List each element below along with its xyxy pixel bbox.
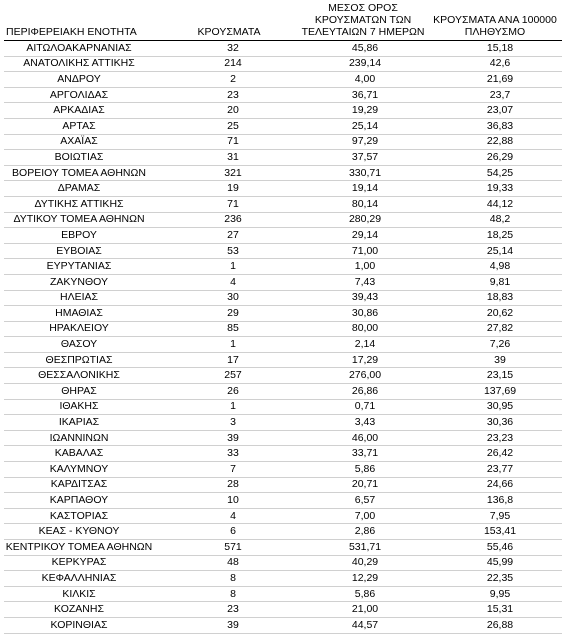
cell-regional-unit[interactable]: ΔΥΤΙΚΟΥ ΤΟΜΕΑ ΑΘΗΝΩΝ	[4, 212, 160, 228]
cell-7day-average[interactable]: 7,00	[298, 508, 428, 524]
cell-7day-average[interactable]: 44,57	[298, 617, 428, 633]
cell-cases-per-100000[interactable]: 18,25	[428, 228, 562, 244]
cell-regional-unit[interactable]: ΘΕΣΠΡΩΤΙΑΣ	[4, 352, 160, 368]
table-row[interactable]	[4, 321, 562, 337]
cell-7day-average[interactable]: 276,00	[298, 368, 428, 384]
cell-cases-per-100000[interactable]: 9,81	[428, 274, 562, 290]
table-row[interactable]	[4, 259, 562, 275]
cell-7day-average[interactable]: 26,86	[298, 384, 428, 400]
cell-regional-unit[interactable]: ΖΑΚΥΝΘΟΥ	[4, 274, 160, 290]
cell-cases[interactable]: 39	[160, 430, 298, 446]
cell-cases[interactable]: 20	[160, 103, 298, 119]
cell-regional-unit[interactable]: ΑΧΑΪΑΣ	[4, 134, 160, 150]
cell-regional-unit[interactable]: ΔΡΑΜΑΣ	[4, 181, 160, 197]
table-row[interactable]	[4, 337, 562, 353]
table-row[interactable]	[4, 524, 562, 540]
cell-cases-per-100000[interactable]: 22,35	[428, 571, 562, 587]
table-row[interactable]	[4, 306, 562, 322]
cell-cases[interactable]: 53	[160, 243, 298, 259]
cell-cases[interactable]: 23	[160, 602, 298, 618]
cell-cases[interactable]: 17	[160, 352, 298, 368]
cell-cases[interactable]: 4	[160, 508, 298, 524]
cell-cases[interactable]: 214	[160, 56, 298, 72]
cell-regional-unit[interactable]: ΑΙΤΩΛΟΑΚΑΡΝΑΝΙΑΣ	[4, 41, 160, 57]
cell-cases-per-100000[interactable]: 26,88	[428, 617, 562, 633]
cell-regional-unit[interactable]: ΙΩΑΝΝΙΝΩΝ	[4, 430, 160, 446]
table-row[interactable]	[4, 181, 562, 197]
cell-cases[interactable]: 28	[160, 477, 298, 493]
cell-7day-average[interactable]: 39,43	[298, 290, 428, 306]
cell-cases[interactable]: 48	[160, 555, 298, 571]
cell-cases-per-100000[interactable]: 15,18	[428, 41, 562, 57]
table-row[interactable]	[4, 228, 562, 244]
cell-7day-average[interactable]: 97,29	[298, 134, 428, 150]
cell-cases-per-100000[interactable]: 9,95	[428, 586, 562, 602]
cell-7day-average[interactable]: 330,71	[298, 165, 428, 181]
table-row[interactable]	[4, 165, 562, 181]
cell-cases[interactable]: 27	[160, 228, 298, 244]
cell-7day-average[interactable]: 2,14	[298, 337, 428, 353]
cell-7day-average[interactable]: 280,29	[298, 212, 428, 228]
cell-cases-per-100000[interactable]: 27,82	[428, 321, 562, 337]
table-row[interactable]	[4, 446, 562, 462]
cell-regional-unit[interactable]: ΘΗΡΑΣ	[4, 384, 160, 400]
cell-regional-unit[interactable]: ΒΟΙΩΤΙΑΣ	[4, 150, 160, 166]
cell-cases-per-100000[interactable]: 153,41	[428, 524, 562, 540]
cell-7day-average[interactable]: 17,29	[298, 352, 428, 368]
cell-cases-per-100000[interactable]: 4,98	[428, 259, 562, 275]
table-row[interactable]	[4, 352, 562, 368]
cell-regional-unit[interactable]: ΙΘΑΚΗΣ	[4, 399, 160, 415]
cell-cases[interactable]: 7	[160, 462, 298, 478]
cell-regional-unit[interactable]: ΘΑΣΟΥ	[4, 337, 160, 353]
cell-cases-per-100000[interactable]: 23,7	[428, 87, 562, 103]
cell-7day-average[interactable]: 0,71	[298, 399, 428, 415]
cell-cases[interactable]: 85	[160, 321, 298, 337]
table-row[interactable]	[4, 196, 562, 212]
cell-7day-average[interactable]: 36,71	[298, 87, 428, 103]
table-row[interactable]	[4, 508, 562, 524]
cell-regional-unit[interactable]: ΘΕΣΣΑΛΟΝΙΚΗΣ	[4, 368, 160, 384]
cell-regional-unit[interactable]: ΗΜΑΘΙΑΣ	[4, 306, 160, 322]
table-row[interactable]	[4, 540, 562, 556]
cell-cases-per-100000[interactable]: 30,95	[428, 399, 562, 415]
cell-7day-average[interactable]: 25,14	[298, 118, 428, 134]
cell-regional-unit[interactable]: ΗΡΑΚΛΕΙΟΥ	[4, 321, 160, 337]
cell-cases-per-100000[interactable]: 25,14	[428, 243, 562, 259]
cell-cases-per-100000[interactable]: 15,31	[428, 602, 562, 618]
table-row[interactable]	[4, 399, 562, 415]
cell-7day-average[interactable]: 80,00	[298, 321, 428, 337]
cell-regional-unit[interactable]: ΚΙΛΚΙΣ	[4, 586, 160, 602]
cell-cases-per-100000[interactable]: 30,36	[428, 415, 562, 431]
cell-cases-per-100000[interactable]: 22,88	[428, 134, 562, 150]
cell-cases[interactable]: 30	[160, 290, 298, 306]
table-row[interactable]	[4, 586, 562, 602]
table-row[interactable]	[4, 555, 562, 571]
cell-cases[interactable]: 8	[160, 571, 298, 587]
cell-cases-per-100000[interactable]: 48,2	[428, 212, 562, 228]
cell-cases-per-100000[interactable]: 45,99	[428, 555, 562, 571]
table-row[interactable]	[4, 87, 562, 103]
cell-cases[interactable]: 3	[160, 415, 298, 431]
cell-7day-average[interactable]: 40,29	[298, 555, 428, 571]
cell-cases-per-100000[interactable]: 20,62	[428, 306, 562, 322]
cell-cases[interactable]: 571	[160, 540, 298, 556]
cell-cases-per-100000[interactable]: 7,95	[428, 508, 562, 524]
header-cases-per-100000[interactable]: ΚΡΟΥΣΜΑΤΑ ΑΝΑ 100000 ΠΛΗΘΥΣΜΟ	[428, 0, 562, 41]
cell-7day-average[interactable]: 45,86	[298, 41, 428, 57]
cell-regional-unit[interactable]: ΚΑΡΠΑΘΟΥ	[4, 493, 160, 509]
cell-7day-average[interactable]: 20,71	[298, 477, 428, 493]
cell-regional-unit[interactable]: ΔΥΤΙΚΗΣ ΑΤΤΙΚΗΣ	[4, 196, 160, 212]
cell-cases[interactable]: 25	[160, 118, 298, 134]
table-row[interactable]	[4, 602, 562, 618]
cell-cases-per-100000[interactable]: 136,8	[428, 493, 562, 509]
header-7day-average[interactable]: ΜΕΣΟΣ ΟΡΟΣ ΚΡΟΥΣΜΑΤΩΝ ΤΩΝ ΤΕΛΕΥΤΑΙΩΝ 7 ΗΜΕΡΩΝ	[298, 0, 428, 41]
cell-7day-average[interactable]: 12,29	[298, 571, 428, 587]
cell-cases-per-100000[interactable]: 26,29	[428, 150, 562, 166]
cell-cases-per-100000[interactable]: 7,26	[428, 337, 562, 353]
cell-cases-per-100000[interactable]: 18,83	[428, 290, 562, 306]
cell-regional-unit[interactable]: ΗΛΕΙΑΣ	[4, 290, 160, 306]
cell-7day-average[interactable]: 2,86	[298, 524, 428, 540]
table-row[interactable]	[4, 103, 562, 119]
cell-regional-unit[interactable]: ΑΝΔΡΟΥ	[4, 72, 160, 88]
table-row[interactable]	[4, 212, 562, 228]
cell-regional-unit[interactable]: ΚΑΒΑΛΑΣ	[4, 446, 160, 462]
cell-7day-average[interactable]: 30,86	[298, 306, 428, 322]
cell-7day-average[interactable]: 37,57	[298, 150, 428, 166]
table-row[interactable]	[4, 462, 562, 478]
cell-7day-average[interactable]: 71,00	[298, 243, 428, 259]
cell-cases[interactable]: 1	[160, 399, 298, 415]
table-row[interactable]	[4, 430, 562, 446]
cell-7day-average[interactable]: 21,00	[298, 602, 428, 618]
cell-regional-unit[interactable]: ΕΥΡΥΤΑΝΙΑΣ	[4, 259, 160, 275]
cell-7day-average[interactable]: 5,86	[298, 586, 428, 602]
cell-regional-unit[interactable]: ΚΑΣΤΟΡΙΑΣ	[4, 508, 160, 524]
table-row[interactable]	[4, 477, 562, 493]
cell-regional-unit[interactable]: ΚΕΑΣ - ΚΥΘΝΟΥ	[4, 524, 160, 540]
cell-cases-per-100000[interactable]: 23,15	[428, 368, 562, 384]
header-row	[4, 0, 562, 41]
table-row[interactable]	[4, 243, 562, 259]
table-row[interactable]	[4, 368, 562, 384]
cell-cases[interactable]: 4	[160, 274, 298, 290]
table-row[interactable]	[4, 56, 562, 72]
cell-regional-unit[interactable]: ΕΥΒΟΙΑΣ	[4, 243, 160, 259]
cell-regional-unit[interactable]: ΑΝΑΤΟΛΙΚΗΣ ΑΤΤΙΚΗΣ	[4, 56, 160, 72]
cell-cases[interactable]: 2	[160, 72, 298, 88]
cell-cases[interactable]: 31	[160, 150, 298, 166]
cell-cases[interactable]: 1	[160, 337, 298, 353]
cell-cases[interactable]: 71	[160, 134, 298, 150]
cell-regional-unit[interactable]: ΕΒΡΟΥ	[4, 228, 160, 244]
cell-7day-average[interactable]: 33,71	[298, 446, 428, 462]
table-row[interactable]	[4, 571, 562, 587]
cell-cases[interactable]: 26	[160, 384, 298, 400]
table-row[interactable]	[4, 493, 562, 509]
cell-cases[interactable]: 39	[160, 617, 298, 633]
table-row[interactable]	[4, 134, 562, 150]
cell-7day-average[interactable]: 19,14	[298, 181, 428, 197]
cell-cases[interactable]: 29	[160, 306, 298, 322]
cell-cases-per-100000[interactable]: 44,12	[428, 196, 562, 212]
cell-7day-average[interactable]: 19,29	[298, 103, 428, 119]
cell-regional-unit[interactable]: ΚΕΡΚΥΡΑΣ	[4, 555, 160, 571]
cell-cases[interactable]: 236	[160, 212, 298, 228]
table-row[interactable]	[4, 150, 562, 166]
cell-7day-average[interactable]: 239,14	[298, 56, 428, 72]
cell-cases[interactable]: 1	[160, 259, 298, 275]
covid-cases-table	[4, 0, 562, 634]
cell-regional-unit[interactable]: ΚΑΛΥΜΝΟΥ	[4, 462, 160, 478]
cell-cases-per-100000[interactable]: 23,07	[428, 103, 562, 119]
cell-regional-unit[interactable]: ΑΡΚΑΔΙΑΣ	[4, 103, 160, 119]
cell-cases-per-100000[interactable]: 23,77	[428, 462, 562, 478]
cell-cases[interactable]: 6	[160, 524, 298, 540]
cell-regional-unit[interactable]: ΚΕΝΤΡΙΚΟΥ ΤΟΜΕΑ ΑΘΗΝΩΝ	[4, 540, 160, 556]
table-row[interactable]	[4, 617, 562, 633]
cell-cases[interactable]: 33	[160, 446, 298, 462]
cell-cases[interactable]: 10	[160, 493, 298, 509]
cell-regional-unit[interactable]: ΚΟΡΙΝΘΙΑΣ	[4, 617, 160, 633]
table-row[interactable]	[4, 290, 562, 306]
cell-cases-per-100000[interactable]: 36,83	[428, 118, 562, 134]
cell-7day-average[interactable]: 46,00	[298, 430, 428, 446]
cell-cases[interactable]: 23	[160, 87, 298, 103]
cell-regional-unit[interactable]: ΙΚΑΡΙΑΣ	[4, 415, 160, 431]
cell-cases-per-100000[interactable]: 23,23	[428, 430, 562, 446]
cell-regional-unit[interactable]: ΚΕΦΑΛΛΗΝΙΑΣ	[4, 571, 160, 587]
cell-cases-per-100000[interactable]: 21,69	[428, 72, 562, 88]
cell-cases-per-100000[interactable]: 55,46	[428, 540, 562, 556]
cell-cases-per-100000[interactable]: 42,6	[428, 56, 562, 72]
cell-7day-average[interactable]: 80,14	[298, 196, 428, 212]
cell-7day-average[interactable]: 29,14	[298, 228, 428, 244]
table-row[interactable]	[4, 41, 562, 57]
cell-7day-average[interactable]: 531,71	[298, 540, 428, 556]
cell-regional-unit[interactable]: ΒΟΡΕΙΟΥ ΤΟΜΕΑ ΑΘΗΝΩΝ	[4, 165, 160, 181]
cell-regional-unit[interactable]: ΚΑΡΔΙΤΣΑΣ	[4, 477, 160, 493]
table-row[interactable]	[4, 72, 562, 88]
table-row[interactable]	[4, 384, 562, 400]
cell-7day-average[interactable]: 3,43	[298, 415, 428, 431]
table-row[interactable]	[4, 415, 562, 431]
cell-cases[interactable]: 8	[160, 586, 298, 602]
cell-cases-per-100000[interactable]: 137,69	[428, 384, 562, 400]
cell-regional-unit[interactable]: ΚΟΖΑΝΗΣ	[4, 602, 160, 618]
cell-cases[interactable]: 257	[160, 368, 298, 384]
cell-cases-per-100000[interactable]: 39	[428, 352, 562, 368]
cell-regional-unit[interactable]: ΑΡΤΑΣ	[4, 118, 160, 134]
cell-cases-per-100000[interactable]: 24,66	[428, 477, 562, 493]
table-row[interactable]	[4, 274, 562, 290]
cell-cases-per-100000[interactable]: 19,33	[428, 181, 562, 197]
header-cases[interactable]: ΚΡΟΥΣΜΑΤΑ	[160, 0, 298, 41]
cell-cases[interactable]: 321	[160, 165, 298, 181]
cell-7day-average[interactable]: 4,00	[298, 72, 428, 88]
cell-regional-unit[interactable]: ΑΡΓΟΛΙΔΑΣ	[4, 87, 160, 103]
cell-7day-average[interactable]: 5,86	[298, 462, 428, 478]
table-header	[4, 0, 562, 41]
cell-cases-per-100000[interactable]: 26,42	[428, 446, 562, 462]
cell-7day-average[interactable]: 1,00	[298, 259, 428, 275]
cell-7day-average[interactable]: 7,43	[298, 274, 428, 290]
header-regional-unit[interactable]: ΠΕΡΙΦΕΡΕΙΑΚΗ ΕΝΟΤΗΤΑ	[4, 0, 160, 41]
table-row[interactable]	[4, 118, 562, 134]
cell-cases[interactable]: 32	[160, 41, 298, 57]
cell-7day-average[interactable]: 6,57	[298, 493, 428, 509]
cell-cases[interactable]: 71	[160, 196, 298, 212]
cell-cases[interactable]: 19	[160, 181, 298, 197]
cell-cases-per-100000[interactable]: 54,25	[428, 165, 562, 181]
table-body	[4, 41, 562, 634]
